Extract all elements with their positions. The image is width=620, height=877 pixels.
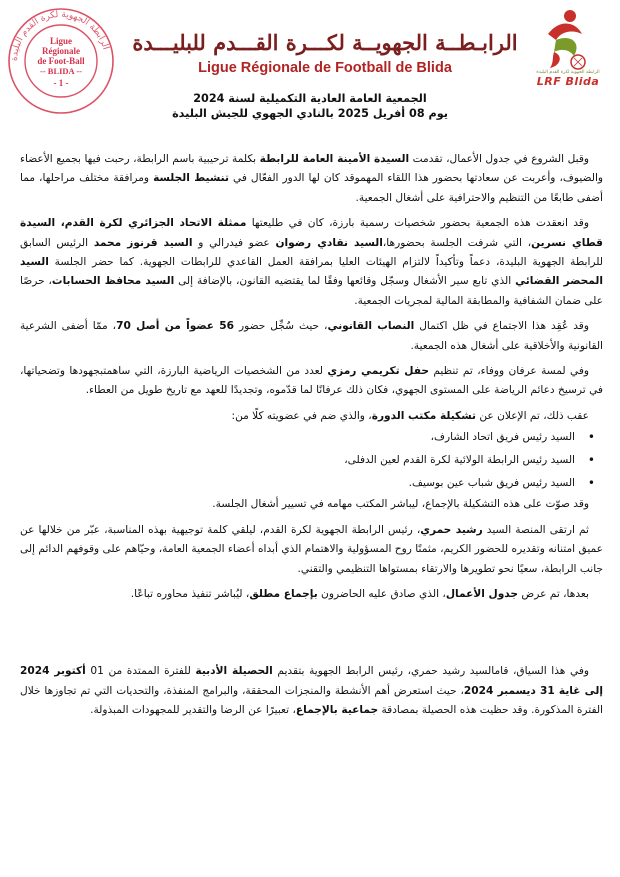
list-item: • السيد رئيس فريق شباب عين بوسيف. <box>20 472 575 495</box>
spacer <box>20 610 603 662</box>
meeting-date: يوم 08 أفريل 2025 بالنادي الجهوي للجيش البليدة <box>172 106 448 120</box>
league-title-arabic: الرابـطــة الجهويــة لكـــرة القـــدم للبليـــدة <box>132 30 518 55</box>
paragraph-opening: وقبل الشروع في جدول الأعمال، تقدمت السيدة الأمينة العامة للرابطة بكلمة ترحيبية باسم الرابطة، رحبت فيها بجميع الأعضاء والضيوف، وأعربت عن سعادتها بحضور هذا اللقاء المهموقد كان لها الدور الفعّال في تنشيط الجلسة ومرافقة مختلف مراحلها، مما أضفى طابعًا من التنظيم والاحترافية على أشغال الجمعية. <box>20 153 603 204</box>
paragraph-president-speech: ثم ارتقى المنصة السيد رشيد حمري، رئيس الرابطة الجهوية لكرة القدم، ليلقي كلمة توجيهية بهذه المناسبة، عبّر من خلالها عن عميق امتنانه وتقديره للحضور الكريم، مثمنًا روح المسؤولية والاهتمام الذي أبداه أعضاء الجمعية العامة، وحيّاهم على وقوفهم الدائم إلى جانب الرابطة، سعيًا نحو تطويرها والارتقاء بمستواها التنظيمي والتقني. <box>20 523 603 575</box>
list-item: • السيد رئيس الرابطة الولائية لكرة القدم لعين الدفلى، <box>20 449 575 472</box>
paragraph-tribute: وفي لمسة عرفان ووفاء، تم تنظيم حفل تكريمي رمزي لعدد من الشخصيات الرياضية البارزة، التي ساهمتبجهودها وتضحياتها، في ترسيخ دعائم الرياضة على المستوى الجهوي، فكان ذلك عرفانًا لما قدّموه، وتجديدًا للعهد مع تاريخ طويل من العطاء. <box>20 365 603 397</box>
league-title-french: Ligue Régionale de Football de Blida <box>198 60 452 76</box>
paragraph-moral-report: وفي هذا السياق، قامالسيد رشيد حمري، رئيس الرابط الجهوية بتقديم الحصيلة الأدبية للفترة الممتدة من 01 أكتوبر 2024 إلى غاية 31 ديسمبر 2024، حيث استعرض أهم الأنشطة والمنجزات المحققة، والبرامج المنفذة، والتحديات التي تم تجاوزها خلال الفترة المذكورة. وقد حظيت هذه الحصيلة بمصادقة جماعية بالإجماع، تعبيرًا عن الرضا والتقدير للمجهودات المبذولة. <box>20 665 604 717</box>
paragraph-agenda: بعدها، تم عرض جدول الأعمال، الذي صادق عليه الحاضرون بإجماع مطلق، ليُباشر تنفيذ محاوره تباعًا. <box>130 587 589 600</box>
stamp-line-2: Régionale <box>42 46 80 56</box>
stamp-number: - 1 - <box>53 78 69 88</box>
stamp-line-1: Ligue <box>49 36 73 46</box>
meeting-heading <box>100 92 520 121</box>
logo-brand: LRF Blida <box>536 75 600 88</box>
list-item: • السيد رئيس فريق اتحاد الشارف، <box>20 426 575 449</box>
paragraph-vote: وقد صوّت على هذه التشكيلة بالإجماع، ليباشر المكتب مهامه في تسيير أشغال الجلسة. <box>212 498 589 511</box>
paragraph-bureau: عقب ذلك، تم الإعلان عن تشكيلة مكتب الدورة، والذي ضم في عضويته كلًا من: <box>231 409 589 422</box>
stamp-line-3: de Foot-Ball <box>37 56 85 66</box>
report-body <box>20 150 603 727</box>
meeting-title: الجمعية العامة العادية التكميلية لسنة 2024 <box>193 92 427 105</box>
bureau-members-list <box>20 426 603 495</box>
paragraph-attendees: وقد انعقدت هذه الجمعية بحضور شخصيات رسمية بارزة، كان في طليعتها ممثلة الاتحاد الجزائري لكرة القدم، السيدة قطاي نسرين، التي شرفت الجلسة بحضورها،السيد نقادي رضوان عضو فيدرالي و السيد قرنوز محمد الرئيس السابق للرابطة الجهوية البليدة، دعماً وتأكيداً لالتزام الهيئات العليا بمرافقة العمل القاعدي للرابطات الجهوية. كما حضر الجلسة السيد المحضر القضائي الذي تابع سير الأشغال وسجّل وقائعها وفقًا لما يقتضيه القانون، بالإضافة إلى السيد محافظ الحسابات، حرصًا على ضمان الشفافية والمطابقة المالية لمجريات الجمعية. <box>20 217 603 307</box>
stamp-ring-text: الرابطة الجهوية لكرة القدم البليدة <box>9 9 111 62</box>
paragraph-quorum: وقد عُقِد هذا الاجتماع في ظل اكتمال النصاب القانوني، حيث سُجِّل حضور 56 عضواً من أصل 70، ممّا أضفى الشرعية القانونية والأخلاقية على أشغال هذه الجمعية. <box>20 320 603 352</box>
logo-caption <box>528 70 608 88</box>
stamp-line-4: -- BLIDA -- <box>39 66 83 76</box>
logo-caption-arabic: الرابطة الجهوية لكرة القدم البليدة <box>536 70 600 75</box>
